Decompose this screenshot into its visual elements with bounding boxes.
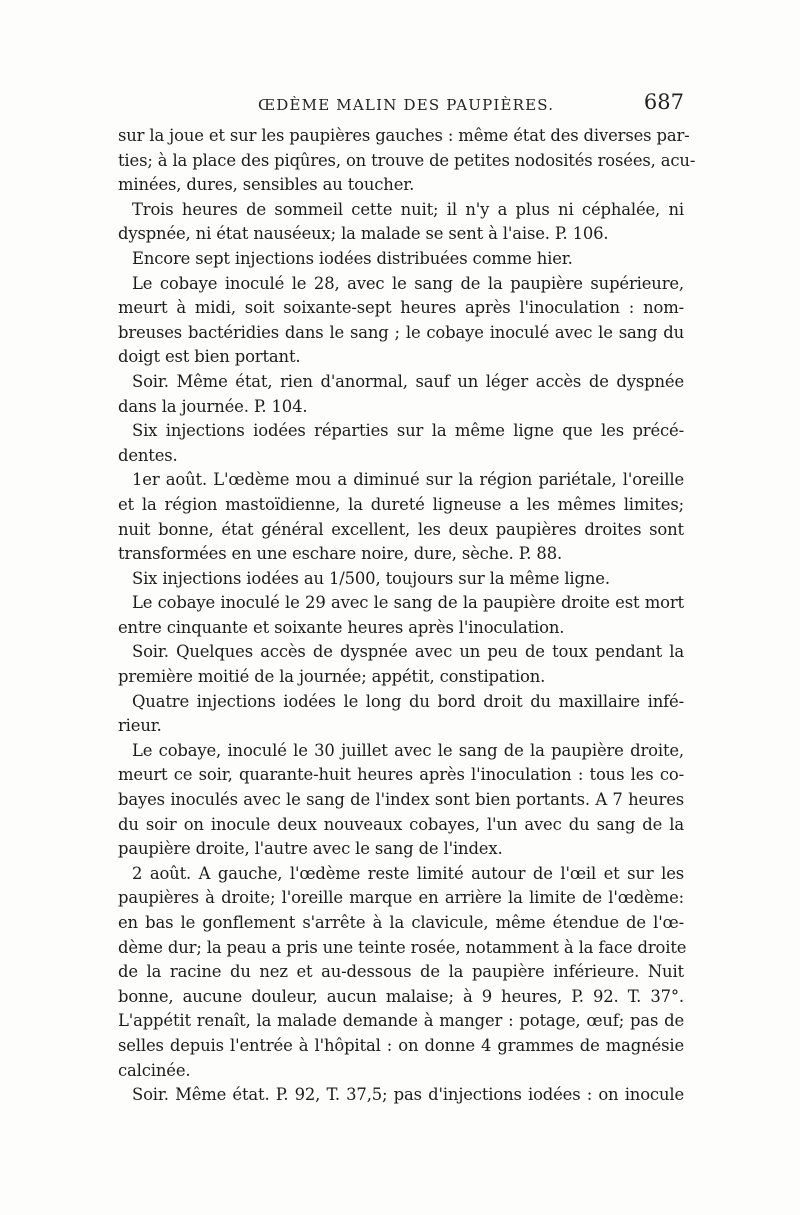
- text-line: ties; à la place des piqûres, on trouve de petites nodosités rosées, acu-: [118, 150, 696, 170]
- text-line: 2 août. A gauche, l'œdème reste limité autour de l'œil et sur les: [132, 863, 684, 883]
- text-line: selles depuis l'entrée à l'hôpital : on donne 4 grammes de magnésie: [118, 1035, 684, 1055]
- text-line: Six injections iodées au 1/500, toujours sur la même ligne.: [132, 568, 610, 588]
- text-line: calcinée.: [118, 1060, 191, 1080]
- text-line: Quatre injections iodées le long du bord droit du maxillaire infé-: [132, 691, 684, 711]
- text-line: Soir. Quelques accès de dyspnée avec un peu de toux pendant la: [132, 642, 684, 662]
- running-head: [118, 90, 684, 122]
- text-line: du soir on inocule deux nouveaux cobayes, l'un avec du sang de la: [118, 814, 684, 834]
- text-line: L'appétit renaît, la malade demande à manger : potage, œuf; pas de: [118, 1011, 684, 1031]
- text-line: Encore sept injections iodées distribuées comme hier.: [132, 248, 573, 268]
- text-line: Le cobaye inoculé le 28, avec le sang de la paupière supérieure,: [132, 273, 684, 293]
- text-line: Le cobaye, inoculé le 30 juillet avec le sang de la paupière droite,: [132, 740, 684, 760]
- text-line: 1er août. L'œdème mou a diminué sur la région pariétale, l'oreille: [132, 470, 684, 490]
- text-line: meurt ce soir, quarante-huit heures après l'inoculation : tous les co-: [118, 765, 684, 785]
- text-line: minées, dures, sensibles au toucher.: [118, 175, 415, 195]
- text-line: doigt est bien portant.: [118, 347, 301, 367]
- text-line: Le cobaye inoculé le 29 avec le sang de la paupière droite est mort: [132, 593, 684, 613]
- text-line: en bas le gonflement s'arrête à la clavicule, même étendue de l'œ-: [118, 913, 684, 932]
- text-line: rieur.: [118, 716, 162, 736]
- text-line: dentes.: [118, 445, 178, 465]
- text-line: paupière droite, l'autre avec le sang de l'index.: [118, 839, 503, 859]
- text-line: dans la journée. P. 104.: [118, 396, 308, 416]
- text-line: meurt à midi, soit soixante-sept heures après l'inoculation : nom-: [118, 298, 684, 318]
- body-text: [118, 124, 696, 1108]
- text-line: et la région mastoïdienne, la dureté ligneuse a les mêmes limites;: [118, 494, 684, 514]
- text-line: paupières à droite; l'oreille marque en arrière la limite de l'œdème:: [118, 888, 684, 908]
- text-line: breuses bactéridies dans le sang ; le cobaye inoculé avec le sang du: [118, 322, 684, 342]
- page-number: 687: [643, 90, 684, 114]
- text-line: première moitié de la journée; appétit, constipation.: [118, 667, 546, 687]
- text-line: bayes inoculés avec le sang de l'index sont bien portants. A 7 heures: [118, 790, 684, 810]
- text-line: dyspnée, ni état nauséeux; la malade se sent à l'aise. P. 106.: [118, 224, 609, 244]
- text-line: Soir. Même état. P. 92, T. 37,5; pas d'injections iodées : on inocule: [132, 1085, 684, 1105]
- text-line: Trois heures de sommeil cette nuit; il n'y a plus ni céphalée, ni: [132, 199, 684, 219]
- text-line: bonne, aucune douleur, aucun malaise; à 9 heures, P. 92. T. 37°.: [118, 986, 684, 1006]
- text-line: entre cinquante et soixante heures après l'inoculation.: [118, 617, 565, 637]
- running-title: ŒDÈME MALIN DES PAUPIÈRES.: [258, 96, 555, 114]
- text-line: Soir. Même état, rien d'anormal, sauf un léger accès de dyspnée: [132, 371, 684, 391]
- text-line: dème dur; la peau a pris une teinte rosée, notamment à la face droite: [118, 937, 687, 957]
- text-line: Six injections iodées réparties sur la même ligne que les précé-: [132, 421, 684, 441]
- text-line: de la racine du nez et au-dessous de la paupière inférieure. Nuit: [118, 962, 684, 982]
- text-line: transformées en une eschare noire, dure, sèche. P. 88.: [118, 544, 563, 564]
- text-line: sur la joue et sur les paupières gauches : même état des diverses par-: [118, 126, 690, 145]
- text-line: nuit bonne, état général excellent, les deux paupières droites sont: [118, 519, 684, 539]
